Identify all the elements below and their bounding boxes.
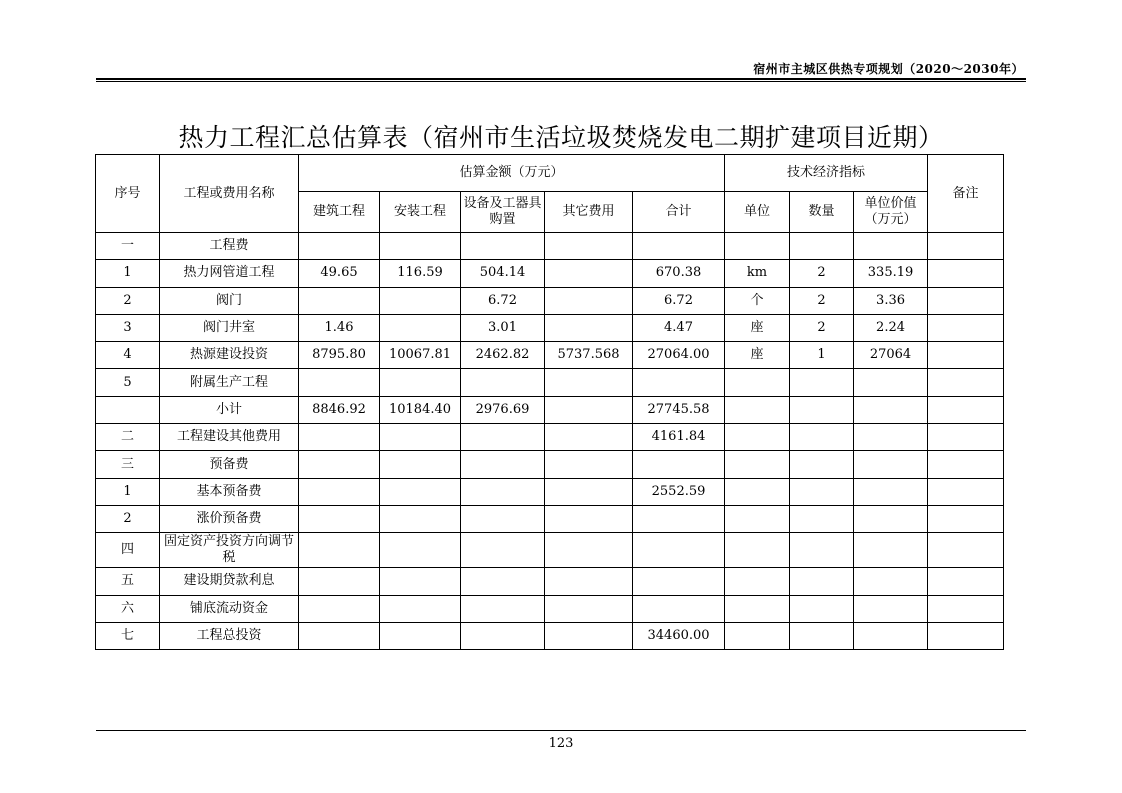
cell-remark [928, 505, 1004, 532]
cell-price [854, 595, 928, 622]
cell-install [380, 568, 461, 595]
cell-price [854, 451, 928, 478]
cell-price [854, 369, 928, 396]
cell-total: 34460.00 [633, 622, 725, 649]
cell-remark [928, 342, 1004, 369]
cell-build [299, 533, 380, 568]
cell-other [545, 451, 633, 478]
header-rule [96, 78, 1026, 80]
cell-remark [928, 314, 1004, 341]
cell-total [633, 369, 725, 396]
cell-equip: 504.14 [461, 260, 545, 287]
cell-unit: 个 [725, 287, 790, 314]
cell-remark [928, 622, 1004, 649]
cell-other [545, 568, 633, 595]
table-row [96, 424, 1004, 451]
cell-price [854, 424, 928, 451]
cell-total [633, 568, 725, 595]
cell-install [380, 424, 461, 451]
cell-name: 预备费 [160, 451, 299, 478]
cell-seq [96, 396, 160, 423]
table-row [96, 595, 1004, 622]
cell-equip [461, 451, 545, 478]
cell-qty [790, 622, 854, 649]
cell-qty [790, 396, 854, 423]
cell-name: 热力网管道工程 [160, 260, 299, 287]
cell-seq: 三 [96, 451, 160, 478]
cell-install [380, 622, 461, 649]
table-row [96, 451, 1004, 478]
cell-other [545, 533, 633, 568]
cell-equip: 6.72 [461, 287, 545, 314]
cell-name: 工程费 [160, 233, 299, 260]
table-row [96, 314, 1004, 341]
cell-price [854, 568, 928, 595]
header-qty: 数量 [790, 192, 854, 233]
cell-name: 建设期贷款利息 [160, 568, 299, 595]
cell-seq: 五 [96, 568, 160, 595]
footer-rule [96, 730, 1026, 731]
cell-total: 27064.00 [633, 342, 725, 369]
cell-price [854, 533, 928, 568]
cell-qty [790, 533, 854, 568]
cell-remark [928, 369, 1004, 396]
cell-total [633, 505, 725, 532]
cell-equip: 2976.69 [461, 396, 545, 423]
cell-equip [461, 622, 545, 649]
cell-seq: 2 [96, 505, 160, 532]
cell-seq: 六 [96, 595, 160, 622]
cell-other: 5737.568 [545, 342, 633, 369]
cell-name: 涨价预备费 [160, 505, 299, 532]
header-equip: 设备及工器具购置 [461, 192, 545, 233]
cell-other [545, 369, 633, 396]
cell-build [299, 568, 380, 595]
cell-qty: 2 [790, 314, 854, 341]
cell-name: 工程总投资 [160, 622, 299, 649]
cell-name: 小计 [160, 396, 299, 423]
cell-unit: km [725, 260, 790, 287]
header-name: 工程或费用名称 [160, 155, 299, 233]
cell-build: 8846.92 [299, 396, 380, 423]
header-total: 合计 [633, 192, 725, 233]
table-row [96, 233, 1004, 260]
cell-install [380, 595, 461, 622]
cell-equip: 3.01 [461, 314, 545, 341]
cell-qty [790, 568, 854, 595]
cell-install [380, 369, 461, 396]
cell-build [299, 478, 380, 505]
cell-unit [725, 369, 790, 396]
cell-price [854, 478, 928, 505]
cell-install [380, 533, 461, 568]
cell-remark [928, 478, 1004, 505]
cell-other [545, 622, 633, 649]
cell-equip [461, 568, 545, 595]
cell-qty [790, 424, 854, 451]
cell-seq: 4 [96, 342, 160, 369]
cell-name: 固定资产投资方向调节税 [160, 533, 299, 568]
table-row [96, 342, 1004, 369]
cell-name: 阀门井室 [160, 314, 299, 341]
page-title: 热力工程汇总估算表（宿州市生活垃圾焚烧发电二期扩建项目近期） [178, 123, 944, 152]
cell-price: 2.24 [854, 314, 928, 341]
cell-build [299, 287, 380, 314]
cell-total [633, 533, 725, 568]
cell-name: 阀门 [160, 287, 299, 314]
page-number: 123 [548, 736, 574, 751]
cell-total: 4.47 [633, 314, 725, 341]
cell-total: 27745.58 [633, 396, 725, 423]
header-remark: 备注 [928, 155, 1004, 233]
cell-seq: 5 [96, 369, 160, 396]
table-row [96, 478, 1004, 505]
cell-qty: 2 [790, 260, 854, 287]
table-row [96, 568, 1004, 595]
cell-other [545, 505, 633, 532]
table-row-subtotal [96, 396, 1004, 423]
table-row [96, 533, 1004, 568]
cell-other [545, 287, 633, 314]
header-seq: 序号 [96, 155, 160, 233]
table-row [96, 260, 1004, 287]
cell-install: 10184.40 [380, 396, 461, 423]
cell-total [633, 451, 725, 478]
cell-other [545, 260, 633, 287]
header-price: 单位价值（万元） [854, 192, 928, 233]
cell-seq: 3 [96, 314, 160, 341]
header-other: 其它费用 [545, 192, 633, 233]
cell-total: 6.72 [633, 287, 725, 314]
cell-other [545, 595, 633, 622]
header-estimate-group: 估算金额（万元） [299, 155, 725, 192]
cell-equip [461, 424, 545, 451]
cell-other [545, 396, 633, 423]
cell-price [854, 505, 928, 532]
cell-build [299, 424, 380, 451]
cell-install [380, 505, 461, 532]
cell-remark [928, 568, 1004, 595]
cell-install: 116.59 [380, 260, 461, 287]
header-rule-thin [96, 81, 1026, 82]
cell-unit [725, 505, 790, 532]
cell-build: 1.46 [299, 314, 380, 341]
cell-install [380, 314, 461, 341]
cell-qty [790, 595, 854, 622]
cell-total [633, 595, 725, 622]
table-row [96, 369, 1004, 396]
cell-qty [790, 451, 854, 478]
cell-other [545, 424, 633, 451]
cell-seq: 2 [96, 287, 160, 314]
cell-name: 基本预备费 [160, 478, 299, 505]
cell-build [299, 233, 380, 260]
cell-unit [725, 595, 790, 622]
cell-qty [790, 369, 854, 396]
cell-seq: 四 [96, 533, 160, 568]
cell-equip [461, 595, 545, 622]
cell-price: 335.19 [854, 260, 928, 287]
cell-unit [725, 622, 790, 649]
cell-remark [928, 396, 1004, 423]
cell-unit [725, 233, 790, 260]
cell-price [854, 396, 928, 423]
cell-total: 670.38 [633, 260, 725, 287]
cell-name: 铺底流动资金 [160, 595, 299, 622]
table-row [96, 505, 1004, 532]
cell-unit [725, 451, 790, 478]
cell-remark [928, 233, 1004, 260]
cell-remark [928, 287, 1004, 314]
cell-name: 附属生产工程 [160, 369, 299, 396]
running-header: 宿州市主城区供热专项规划（2020～2030年） [753, 62, 1024, 76]
cell-unit [725, 424, 790, 451]
cell-remark [928, 451, 1004, 478]
cell-build [299, 595, 380, 622]
cell-install [380, 233, 461, 260]
cell-qty: 2 [790, 287, 854, 314]
cell-qty [790, 478, 854, 505]
cell-seq: 一 [96, 233, 160, 260]
cell-equip [461, 233, 545, 260]
cell-name: 工程建设其他费用 [160, 424, 299, 451]
table-row-grand-total [96, 622, 1004, 649]
cell-name: 热源建设投资 [160, 342, 299, 369]
cell-unit [725, 533, 790, 568]
header-install: 安装工程 [380, 192, 461, 233]
cell-qty [790, 233, 854, 260]
cell-unit [725, 478, 790, 505]
cell-qty: 1 [790, 342, 854, 369]
cell-remark [928, 424, 1004, 451]
cell-price: 27064 [854, 342, 928, 369]
cell-build [299, 369, 380, 396]
header-tech-group: 技术经济指标 [725, 155, 928, 192]
cell-price: 3.36 [854, 287, 928, 314]
cell-qty [790, 505, 854, 532]
cell-total: 2552.59 [633, 478, 725, 505]
cell-equip [461, 533, 545, 568]
cell-install [380, 451, 461, 478]
cell-other [545, 478, 633, 505]
cell-build [299, 505, 380, 532]
cell-build [299, 451, 380, 478]
cell-remark [928, 260, 1004, 287]
cell-install: 10067.81 [380, 342, 461, 369]
cell-unit: 座 [725, 314, 790, 341]
cell-unit: 座 [725, 342, 790, 369]
cell-install [380, 478, 461, 505]
cell-equip [461, 369, 545, 396]
cell-unit [725, 568, 790, 595]
cell-other [545, 233, 633, 260]
cell-price [854, 233, 928, 260]
cell-other [545, 314, 633, 341]
estimate-table [95, 154, 1004, 650]
cell-seq: 二 [96, 424, 160, 451]
cell-seq: 1 [96, 478, 160, 505]
cell-price [854, 622, 928, 649]
cell-unit [725, 396, 790, 423]
cell-build [299, 622, 380, 649]
cell-equip [461, 478, 545, 505]
cell-seq: 1 [96, 260, 160, 287]
table-row [96, 287, 1004, 314]
cell-install [380, 287, 461, 314]
cell-total: 4161.84 [633, 424, 725, 451]
cell-build: 8795.80 [299, 342, 380, 369]
cell-total [633, 233, 725, 260]
cell-equip [461, 505, 545, 532]
cell-remark [928, 533, 1004, 568]
cell-build: 49.65 [299, 260, 380, 287]
header-unit: 单位 [725, 192, 790, 233]
cell-equip: 2462.82 [461, 342, 545, 369]
header-build: 建筑工程 [299, 192, 380, 233]
cell-seq: 七 [96, 622, 160, 649]
cell-remark [928, 595, 1004, 622]
